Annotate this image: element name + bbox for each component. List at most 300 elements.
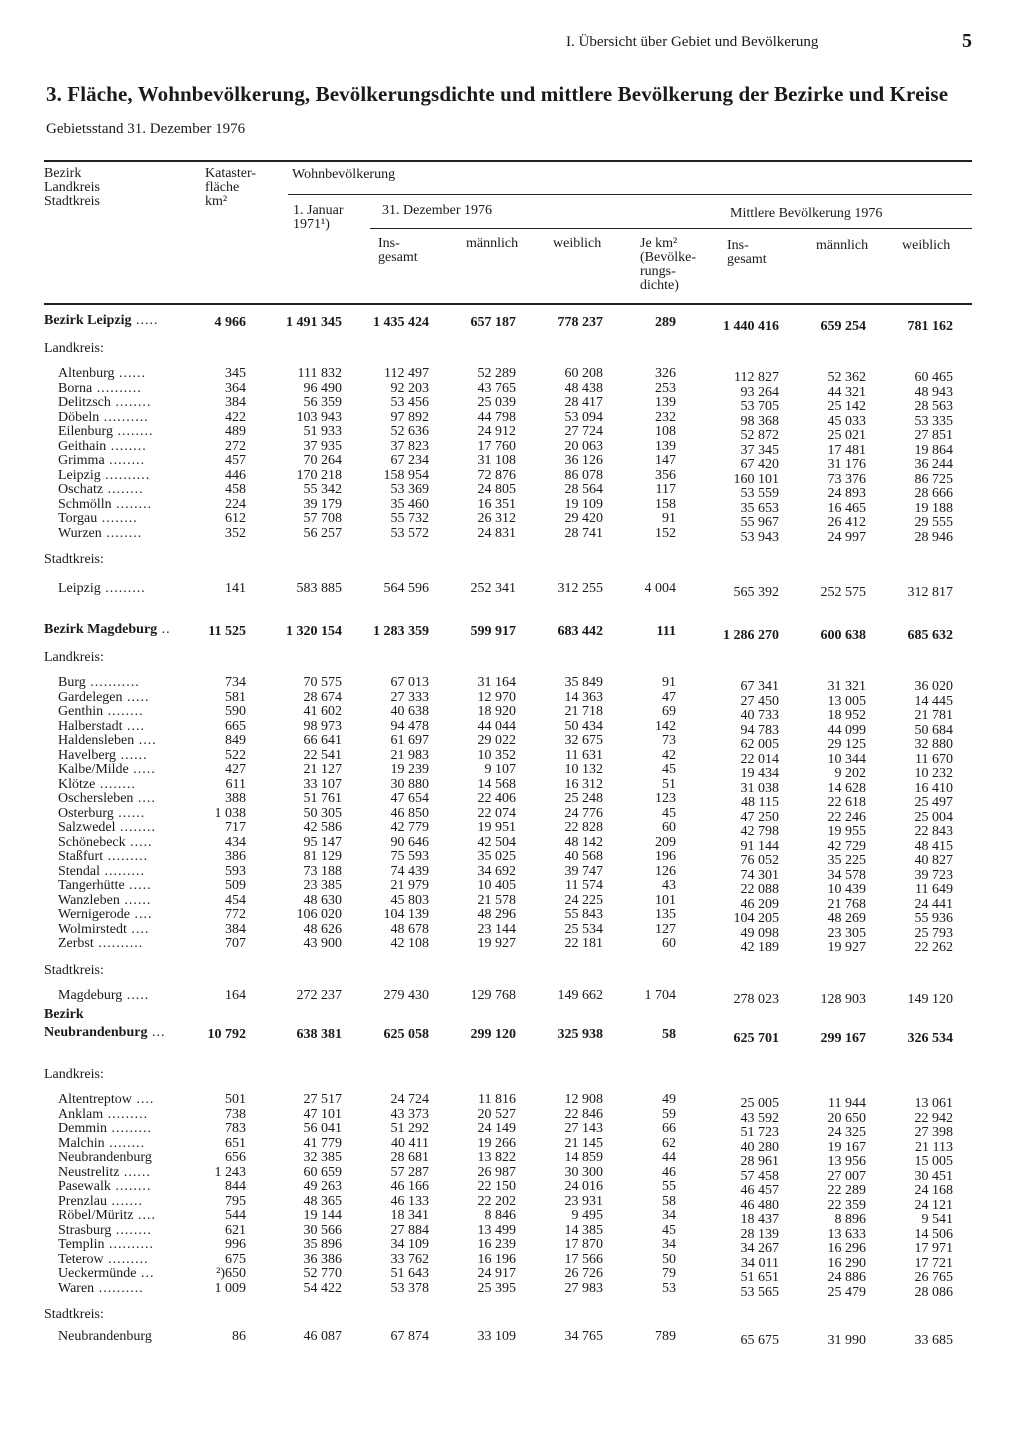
cell-m-female: 15 005 [914, 1154, 953, 1169]
cell-density: 139 [655, 439, 676, 454]
cell-m-total: 27 450 [740, 694, 779, 709]
cell-male: 19 266 [477, 1136, 516, 1151]
cell-m-female: 39 723 [914, 868, 953, 883]
cell-jan71: 48 626 [303, 922, 342, 937]
cell-female: 30 300 [564, 1165, 603, 1180]
cell-jan71: 51 933 [303, 424, 342, 439]
cell-total: 53 378 [390, 1281, 429, 1296]
cell-m-female: 19 864 [914, 443, 953, 458]
cell-area: 164 [225, 988, 246, 1003]
cell-female: 19 109 [564, 497, 603, 512]
cell-jan71: 43 900 [303, 936, 342, 951]
cell-area: 717 [225, 820, 246, 835]
col-jan1971-line2: 1971¹) [293, 217, 330, 232]
cell-m-male: 22 246 [827, 810, 866, 825]
section-label: Stadtkreis: [44, 1307, 104, 1322]
cell-m-male: 24 997 [827, 530, 866, 545]
section-label: Landkreis: [44, 1067, 104, 1082]
cell-male: 22 150 [477, 1179, 516, 1194]
cell-total: 53 572 [390, 526, 429, 541]
region-name: Bezirk Magdeburg .. [44, 622, 171, 637]
cell-male: 16 196 [477, 1252, 516, 1267]
cell-m-male: 19 955 [827, 824, 866, 839]
leader-dots: ........ [101, 526, 143, 541]
cell-total: 158 954 [383, 468, 429, 483]
cell-density: 60 [662, 820, 676, 835]
cell-m-male: 42 729 [827, 839, 866, 854]
district-name: Zerbst .......... [58, 936, 144, 951]
cell-female: 86 078 [564, 468, 603, 483]
cell-density: 47 [662, 690, 676, 705]
district-name: Geithain ........ [58, 439, 147, 454]
leader-dots: .......... [93, 936, 144, 951]
cell-male: 24 917 [477, 1266, 516, 1281]
cell-density: 209 [655, 835, 676, 850]
cell-m-total: 53 559 [740, 486, 779, 501]
cell-m-male: 13 005 [827, 694, 866, 709]
cell-area: 795 [225, 1194, 246, 1209]
district-name: Magdeburg ..... [58, 988, 150, 1003]
district-name: Wolmirstedt .... [58, 922, 150, 937]
cell-m-male: 18 952 [827, 708, 866, 723]
col-density-line3: rungs- [640, 264, 676, 279]
district-name: Röbel/Müritz .... [58, 1208, 156, 1223]
cell-m-total: 57 458 [740, 1169, 779, 1184]
cell-m-total: 65 675 [740, 1333, 779, 1348]
cell-total: 55 732 [390, 511, 429, 526]
cell-female: 28 741 [564, 526, 603, 541]
col-female: weiblich [553, 236, 602, 251]
cell-female: 778 237 [557, 315, 603, 330]
district-name: Waren .......... [58, 1281, 144, 1296]
cell-m-male: 45 033 [827, 414, 866, 429]
cell-female: 20 063 [564, 439, 603, 454]
cell-m-total: 278 023 [733, 992, 779, 1007]
district-name: Döbeln .......... [58, 410, 149, 425]
cell-m-female: 22 262 [914, 940, 953, 955]
cell-m-female: 17 721 [914, 1256, 953, 1271]
leader-dots: ...... [116, 748, 148, 763]
leader-dots: .......... [99, 410, 149, 425]
cell-m-total: 67 341 [740, 679, 779, 694]
district-name: Gardelegen ..... [58, 690, 150, 705]
col-unit-line2: Landkreis [44, 180, 100, 195]
cell-female: 27 983 [564, 1281, 603, 1296]
cell-jan71: 41 602 [303, 704, 342, 719]
cell-m-total: 160 101 [733, 472, 779, 487]
cell-m-female: 40 827 [914, 853, 953, 868]
district-name: Leipzig .......... [58, 468, 151, 483]
cell-female: 50 434 [564, 719, 603, 734]
cell-jan71: 37 935 [303, 439, 342, 454]
leader-dots: ...... [114, 366, 147, 381]
cell-m-male: 13 633 [827, 1227, 866, 1242]
cell-area: 446 [225, 468, 246, 483]
cell-m-female: 21 781 [914, 708, 953, 723]
cell-male: 252 341 [470, 581, 516, 596]
district-name: Stendal ......... [58, 864, 145, 879]
cell-density: 789 [655, 1329, 676, 1344]
cell-female: 28 417 [564, 395, 603, 410]
cell-m-total: 51 651 [740, 1270, 779, 1285]
cell-m-female: 9 541 [921, 1212, 953, 1227]
cell-jan71: 49 263 [303, 1179, 342, 1194]
cell-female: 16 312 [564, 777, 603, 792]
district-name: Wernigerode .... [58, 907, 153, 922]
col-unit-line3: Stadtkreis [44, 194, 100, 209]
district-name: Grimma ........ [58, 453, 146, 468]
cell-m-total: 46 480 [740, 1198, 779, 1213]
leader-dots: ......... [103, 849, 149, 864]
col-total-line1: Ins- [378, 236, 400, 251]
leader-dots: .......... [92, 381, 142, 396]
cell-m-total: 35 653 [740, 501, 779, 516]
cell-m-total: 22 088 [740, 882, 779, 897]
cell-m-female: 48 415 [914, 839, 953, 854]
cell-jan71: 36 386 [303, 1252, 342, 1267]
leader-dots: ... [147, 1025, 166, 1040]
leader-dots: .... [131, 1092, 155, 1107]
col-area-line3: km² [205, 194, 228, 209]
cell-jan71: 33 107 [303, 777, 342, 792]
section-label: Landkreis: [44, 341, 104, 356]
cell-area: 501 [225, 1092, 246, 1107]
col-area-line1: Kataster- [205, 166, 257, 181]
cell-density: 127 [655, 922, 676, 937]
leader-dots: ..... [131, 313, 159, 328]
cell-female: 312 255 [557, 581, 603, 596]
cell-male: 13 499 [477, 1223, 516, 1238]
cell-m-female: 36 244 [914, 457, 953, 472]
cell-m-female: 13 061 [914, 1096, 953, 1111]
cell-total: 24 724 [390, 1092, 429, 1107]
cell-m-male: 27 007 [827, 1169, 866, 1184]
cell-m-male: 48 269 [827, 911, 866, 926]
leader-dots: ........ [103, 704, 144, 719]
region-name: Neubrandenburg ... [44, 1025, 166, 1040]
cell-male: 10 352 [477, 748, 516, 763]
cell-male: 13 822 [477, 1150, 516, 1165]
cell-density: 91 [662, 675, 676, 690]
district-name: Leipzig ......... [58, 581, 146, 596]
cell-male: 22 406 [477, 791, 516, 806]
district-name: Ueckermünde ... [58, 1266, 155, 1281]
cell-jan71: 51 761 [303, 791, 342, 806]
cell-female: 325 938 [557, 1027, 603, 1042]
cell-male: 10 405 [477, 878, 516, 893]
cell-area: 581 [225, 690, 246, 705]
cell-female: 22 181 [564, 936, 603, 951]
cell-male: 44 798 [477, 410, 516, 425]
cell-m-female: 149 120 [907, 992, 953, 1007]
cell-density: 62 [662, 1136, 676, 1151]
cell-total: 92 203 [390, 381, 429, 396]
cell-male: 52 289 [477, 366, 516, 381]
cell-male: 25 039 [477, 395, 516, 410]
cell-area: 849 [225, 733, 246, 748]
cell-total: 37 823 [390, 439, 429, 454]
cell-m-total: 37 345 [740, 443, 779, 458]
cell-male: 31 164 [477, 675, 516, 690]
cell-female: 53 094 [564, 410, 603, 425]
cell-m-total: 22 014 [740, 752, 779, 767]
region-name-prefix: Bezirk [44, 1007, 84, 1022]
leader-dots: ..... [124, 878, 152, 893]
cell-m-female: 25 497 [914, 795, 953, 810]
cell-area: 1 243 [214, 1165, 246, 1180]
cell-jan71: 28 674 [303, 690, 342, 705]
district-name: Klötze ........ [58, 777, 136, 792]
cell-jan71: 583 885 [296, 581, 342, 596]
cell-m-total: 98 368 [740, 414, 779, 429]
cell-m-female: 16 410 [914, 781, 953, 796]
cell-total: 52 636 [390, 424, 429, 439]
cell-total: 564 596 [383, 581, 429, 596]
cell-total: 1 283 359 [373, 624, 429, 639]
cell-m-total: 31 038 [740, 781, 779, 796]
cell-area: 384 [225, 395, 246, 410]
leader-dots: ........ [115, 820, 157, 835]
cell-m-female: 685 632 [907, 628, 953, 643]
leader-dots: ........ [106, 439, 147, 454]
cell-area: 434 [225, 835, 246, 850]
cell-m-female: 50 684 [914, 723, 953, 738]
district-name: Delitzsch ........ [58, 395, 152, 410]
cell-total: 28 681 [390, 1150, 429, 1165]
cell-m-male: 73 376 [827, 472, 866, 487]
cell-m-female: 28 946 [914, 530, 953, 545]
district-name: Burg ........... [58, 675, 140, 690]
cell-male: 24 149 [477, 1121, 516, 1136]
cell-total: 40 638 [390, 704, 429, 719]
cell-density: 51 [662, 777, 676, 792]
cell-m-female: 10 232 [914, 766, 953, 781]
cell-male: 21 578 [477, 893, 516, 908]
leader-dots: ......... [107, 1121, 152, 1136]
cell-female: 24 016 [564, 1179, 603, 1194]
col-jan1971-line1: 1. Januar [293, 203, 344, 218]
col-wohnbevoelkerung: Wohnbevölkerung [292, 167, 396, 182]
cell-m-female: 33 685 [914, 1333, 953, 1348]
cell-jan71: 70 264 [303, 453, 342, 468]
cell-jan71: 81 129 [303, 849, 342, 864]
cell-m-male: 35 225 [827, 853, 866, 868]
cell-female: 10 132 [564, 762, 603, 777]
cell-jan71: 55 342 [303, 482, 342, 497]
cell-m-male: 600 638 [820, 628, 866, 643]
cell-density: 69 [662, 704, 676, 719]
district-name: Wanzleben ...... [58, 893, 152, 908]
cell-m-female: 19 188 [914, 501, 953, 516]
cell-m-total: 1 286 270 [723, 628, 779, 643]
cell-jan71: 52 770 [303, 1266, 342, 1281]
cell-jan71: 41 779 [303, 1136, 342, 1151]
cell-area: ²)650 [216, 1266, 246, 1281]
cell-jan71: 96 490 [303, 381, 342, 396]
section-label: Landkreis: [44, 650, 104, 665]
cell-m-female: 326 534 [907, 1031, 953, 1046]
cell-density: 135 [655, 907, 676, 922]
cell-area: 665 [225, 719, 246, 734]
leader-dots: ........ [104, 1136, 146, 1151]
cell-total: 74 439 [390, 864, 429, 879]
cell-m-male: 10 344 [827, 752, 866, 767]
cell-female: 17 870 [564, 1237, 603, 1252]
section-label: Stadtkreis: [44, 552, 104, 567]
cell-m-total: 565 392 [733, 585, 779, 600]
cell-m-female: 21 113 [915, 1140, 953, 1155]
district-name: Strasburg ........ [58, 1223, 152, 1238]
cell-total: 94 478 [390, 719, 429, 734]
cell-total: 46 166 [390, 1179, 429, 1194]
cell-female: 11 631 [565, 748, 603, 763]
col-density-line2: (Bevölke- [640, 250, 696, 265]
cell-m-male: 24 893 [827, 486, 866, 501]
cell-m-total: 48 115 [741, 795, 779, 810]
leader-dots: ........ [95, 777, 136, 792]
cell-density: 326 [655, 366, 676, 381]
cell-m-male: 8 896 [834, 1212, 866, 1227]
cell-m-female: 36 020 [914, 679, 953, 694]
cell-m-total: 18 437 [740, 1212, 779, 1227]
cell-male: 9 107 [484, 762, 516, 777]
col-total-line2: gesamt [378, 250, 418, 265]
cell-total: 90 646 [390, 835, 429, 850]
cell-jan71: 1 491 345 [286, 315, 342, 330]
cell-m-female: 28 086 [914, 1285, 953, 1300]
cell-density: 34 [662, 1208, 676, 1223]
cell-male: 23 144 [477, 922, 516, 937]
cell-m-male: 11 944 [828, 1096, 866, 1111]
cell-m-total: 46 457 [740, 1183, 779, 1198]
col-density-line1: Je km² [640, 236, 678, 251]
cell-density: 91 [662, 511, 676, 526]
cell-female: 48 142 [564, 835, 603, 850]
cell-female: 34 765 [564, 1329, 603, 1344]
cell-area: 675 [225, 1252, 246, 1267]
cell-total: 27 884 [390, 1223, 429, 1238]
cell-male: 72 876 [477, 468, 516, 483]
cell-m-female: 55 936 [914, 911, 953, 926]
cell-area: 1 038 [214, 806, 246, 821]
cell-female: 14 363 [564, 690, 603, 705]
cell-total: 48 678 [390, 922, 429, 937]
cell-m-male: 16 296 [827, 1241, 866, 1256]
col-area-line2: fläche [205, 180, 240, 195]
leader-dots: ... [136, 1266, 155, 1281]
cell-female: 32 675 [564, 733, 603, 748]
cell-male: 24 831 [477, 526, 516, 541]
cell-male: 24 912 [477, 424, 516, 439]
cell-m-male: 25 142 [827, 399, 866, 414]
cell-m-female: 60 465 [914, 370, 953, 385]
col-mean-total-line1: Ins- [727, 238, 749, 253]
cell-m-male: 22 359 [827, 1198, 866, 1213]
leader-dots: .... [134, 733, 157, 748]
cell-m-male: 252 575 [820, 585, 866, 600]
cell-area: 86 [232, 1329, 246, 1344]
cell-m-male: 659 254 [820, 319, 866, 334]
cell-female: 14 859 [564, 1150, 603, 1165]
cell-area: 352 [225, 526, 246, 541]
district-name: Schönebeck ..... [58, 835, 153, 850]
cell-female: 28 564 [564, 482, 603, 497]
cell-total: 97 892 [390, 410, 429, 425]
cell-female: 21 145 [564, 1136, 603, 1151]
cell-density: 34 [662, 1237, 676, 1252]
cell-jan71: 48 630 [303, 893, 342, 908]
cell-m-male: 29 125 [827, 737, 866, 752]
cell-m-total: 25 005 [740, 1096, 779, 1111]
cell-m-male: 19 927 [827, 940, 866, 955]
district-name: Borna .......... [58, 381, 142, 396]
cell-density: 108 [655, 424, 676, 439]
cell-male: 19 927 [477, 936, 516, 951]
cell-m-male: 14 628 [827, 781, 866, 796]
district-name: Oschersleben .... [58, 791, 156, 806]
cell-total: 42 108 [390, 936, 429, 951]
cell-jan71: 54 422 [303, 1281, 342, 1296]
district-name: Malchin ........ [58, 1136, 146, 1151]
leader-dots: .......... [100, 468, 151, 483]
cell-density: 44 [662, 1150, 676, 1165]
district-name: Wurzen ........ [58, 526, 143, 541]
cell-jan71: 50 305 [303, 806, 342, 821]
district-name: Staßfurt ......... [58, 849, 149, 864]
cell-area: 4 966 [214, 315, 246, 330]
cell-density: 53 [662, 1281, 676, 1296]
district-name: Altenburg ...... [58, 366, 147, 381]
cell-area: 10 792 [207, 1027, 246, 1042]
cell-jan71: 1 320 154 [286, 624, 342, 639]
cell-jan71: 66 641 [303, 733, 342, 748]
cell-jan71: 95 147 [303, 835, 342, 850]
leader-dots: ........ [110, 395, 152, 410]
cell-m-male: 34 578 [827, 868, 866, 883]
cell-jan71: 23 385 [303, 878, 342, 893]
leader-dots: .... [126, 922, 150, 937]
cell-m-female: 781 162 [907, 319, 953, 334]
district-name: Neustrelitz ...... [58, 1165, 151, 1180]
district-name: Templin .......... [58, 1237, 154, 1252]
cell-m-total: 91 144 [740, 839, 779, 854]
cell-female: 55 843 [564, 907, 603, 922]
cell-area: 345 [225, 366, 246, 381]
cell-jan71: 32 385 [303, 1150, 342, 1165]
cell-m-female: 25 793 [914, 926, 953, 941]
cell-m-female: 53 335 [914, 414, 953, 429]
cell-jan71: 35 896 [303, 1237, 342, 1252]
cell-total: 21 979 [390, 878, 429, 893]
cell-m-male: 16 290 [827, 1256, 866, 1271]
cell-area: 384 [225, 922, 246, 937]
leader-dots: .... [133, 791, 156, 806]
leader-dots: ..... [128, 762, 156, 777]
col-mean-male: männlich [816, 238, 869, 253]
cell-female: 24 776 [564, 806, 603, 821]
cell-density: 139 [655, 395, 676, 410]
leader-dots: ......... [100, 864, 145, 879]
cell-m-total: 40 280 [740, 1140, 779, 1155]
cell-m-male: 19 167 [827, 1140, 866, 1155]
district-name: Halberstadt .... [58, 719, 146, 734]
cell-jan71: 56 359 [303, 395, 342, 410]
cell-density: 356 [655, 468, 676, 483]
leader-dots: .... [122, 719, 146, 734]
cell-area: 272 [225, 439, 246, 454]
cell-jan71: 60 659 [303, 1165, 342, 1180]
cell-jan71: 170 218 [296, 468, 342, 483]
